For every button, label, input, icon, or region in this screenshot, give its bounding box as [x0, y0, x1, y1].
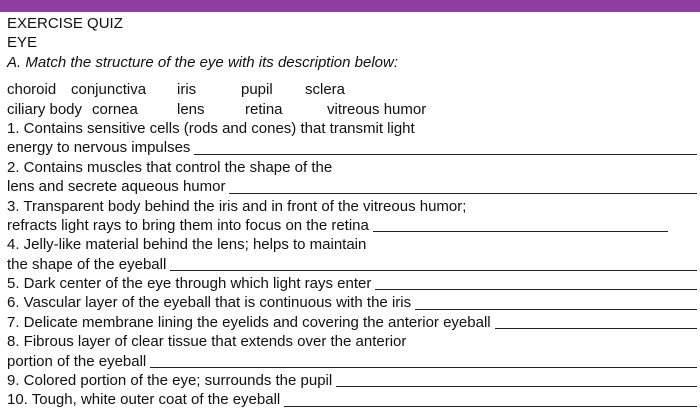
question-3-text: refracts light rays to bring them into focus on the retina: [7, 216, 369, 234]
answer-blank-9[interactable]: [336, 386, 697, 387]
answer-blank-8[interactable]: [150, 367, 697, 368]
question-10-line: [7, 390, 697, 409]
instructions: A. Match the structure of the eye with its description below:: [7, 53, 399, 71]
word-cornea: cornea: [92, 100, 138, 118]
question-3-line-2: [7, 216, 697, 235]
question-4-text: the shape of the eyeball: [7, 255, 167, 273]
question-1-line-1: 1. Contains sensitive cells (rods and cones) that transmit light: [7, 119, 415, 137]
question-6-text: 6. Vascular layer of the eyeball that is continuous with the iris: [7, 294, 412, 312]
question-3-line-1: 3. Transparent body behind the iris and in front of the vitreous humor;: [7, 197, 467, 215]
word-bank-row-2: [7, 100, 697, 119]
question-9-line: [7, 371, 697, 390]
word-sclera: sclera: [305, 81, 346, 99]
word-pupil: pupil: [241, 81, 273, 99]
question-2-line-2: [7, 177, 697, 196]
question-10-text: 10. Tough, white outer coat of the eyeball: [7, 391, 281, 409]
quiz-title: EXERCISE QUIZ: [7, 14, 123, 32]
quiz-content: [7, 14, 697, 410]
question-2-line-1: 2. Contains muscles that control the shape of the: [7, 158, 333, 176]
question-9-text: 9. Colored portion of the eye; surrounds the pupil: [7, 372, 333, 390]
question-8-text: portion of the eyeball: [7, 352, 147, 370]
question-6-line: [7, 293, 697, 312]
question-4-line-1: 4. Jelly-like material behind the lens; helps to maintain: [7, 236, 367, 254]
answer-blank-1[interactable]: [194, 154, 697, 155]
answer-blank-4[interactable]: [170, 270, 697, 271]
answer-blank-7[interactable]: [495, 328, 697, 329]
word-conjunctiva: conjunctiva: [71, 81, 147, 99]
word-ciliary-body: ciliary body: [7, 100, 83, 118]
question-8-line-2: [7, 352, 697, 371]
question-5-line: [7, 274, 697, 293]
answer-blank-6[interactable]: [415, 309, 697, 310]
question-2-text: lens and secrete aqueous humor: [7, 178, 226, 196]
question-7-text: 7. Delicate membrane lining the eyelids and covering the anterior eyeball: [7, 313, 491, 331]
word-bank-row-1: [7, 80, 697, 99]
word-retina: retina: [245, 100, 283, 118]
top-accent-bar: [0, 0, 700, 12]
question-4-line-2: [7, 255, 697, 274]
answer-blank-3[interactable]: [373, 231, 668, 232]
word-vitreous-humor: vitreous humor: [327, 100, 427, 118]
question-7-line: [7, 313, 697, 332]
word-iris: iris: [177, 81, 197, 99]
word-choroid: choroid: [7, 81, 57, 99]
answer-blank-10[interactable]: [284, 406, 697, 407]
quiz-subtitle: EYE: [7, 34, 38, 52]
answer-blank-5[interactable]: [375, 289, 697, 290]
answer-blank-2[interactable]: [229, 193, 697, 194]
question-1-text: energy to nervous impulses: [7, 139, 191, 157]
question-1-line-2: [7, 138, 697, 157]
question-8-line-1: 8. Fibrous layer of clear tissue that extends over the anterior: [7, 333, 407, 351]
question-5-text: 5. Dark center of the eye through which light rays enter: [7, 275, 372, 293]
word-lens: lens: [177, 100, 205, 118]
